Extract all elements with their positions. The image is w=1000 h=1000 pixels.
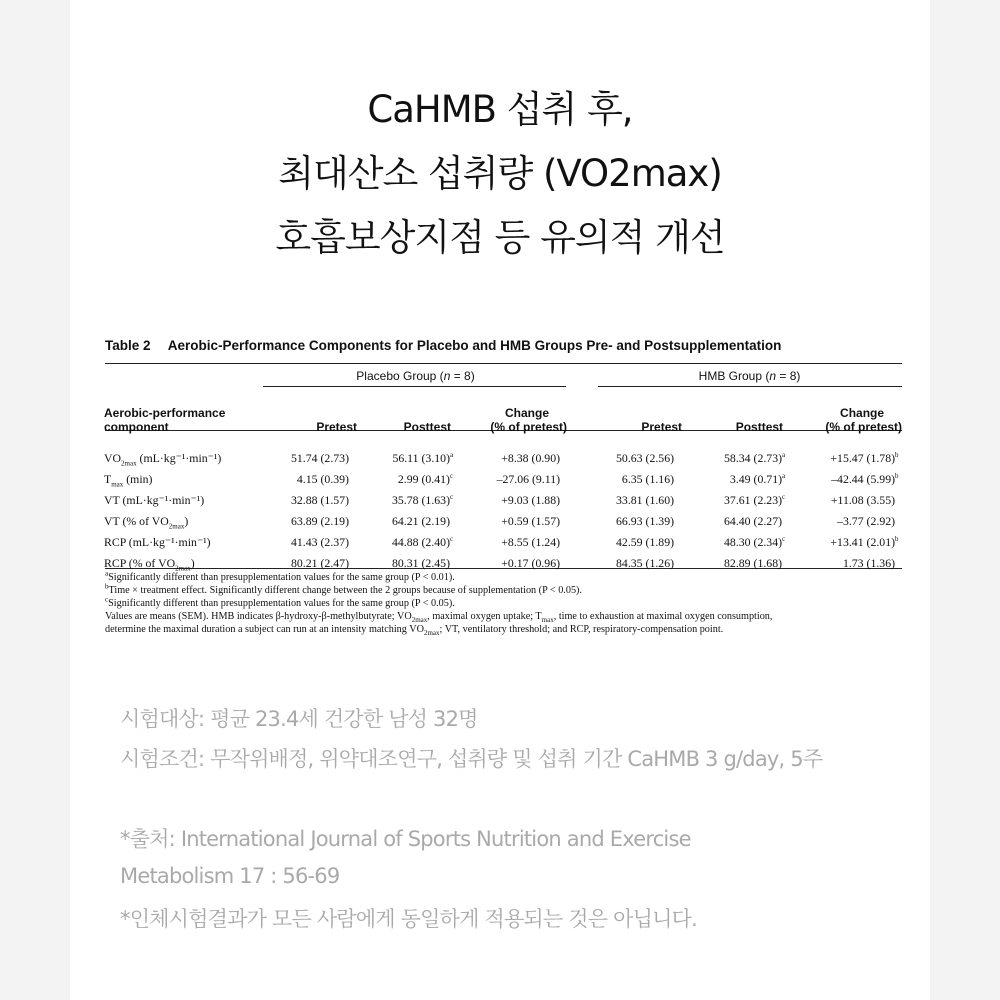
placebo-change-cell: +0.59 (1.57) (501, 514, 561, 528)
source-line-2: Metabolism 17 : 56-69 (120, 864, 340, 888)
footnote-values-line-1: Values are means (SEM). HMB indicates β-hydroxy-β-methylbutyrate; $VO_{2max}$, maximal oxygen uptake; $T_{max}$, time to exhaustion at maximal oxygen consumption, (105, 611, 773, 625)
hmb-posttest-cell: 82.89 (1.68) (724, 556, 783, 570)
hmb-posttest-cell: 37.61 $(2.23)^c$ (724, 493, 786, 507)
table-row (104, 440, 902, 469)
table-body (104, 440, 902, 574)
hmb-change-header: Change (% of pretest) (825, 406, 903, 434)
hmb-change-cell: –3.77 (2.92) (837, 514, 896, 528)
row-label: VT (% of $VO_{2max}$) (104, 514, 189, 531)
placebo-change-cell: +0.17 (0.96) (501, 556, 561, 570)
row-label: $VO_{2max}$ (mL·kg⁻¹·min⁻¹) (104, 451, 222, 468)
placebo-pretest-cell: 80.21 (2.47) (291, 556, 349, 570)
column-header-row (104, 386, 902, 440)
study-subjects: 시험대상: 평균 23.4세 건강한 남성 32명 (120, 707, 478, 731)
aerobic-performance-table (104, 366, 902, 574)
hmb-pretest-cell: 42.59 (1.89) (616, 535, 675, 549)
placebo-posttest-cell: 35.78 $(1.63)^c$ (392, 493, 454, 507)
row-label: VT (mL·kg⁻¹·min⁻¹) (104, 493, 205, 507)
hmb-pretest-cell: 50.63 (2.56) (616, 451, 675, 465)
content-card (70, 0, 930, 1000)
table-footnotes (105, 571, 905, 636)
disclaimer: *인체시험결과가 모든 사람에게 동일하게 적용되는 것은 아닙니다. (120, 907, 697, 931)
footnote-b: $^b$Time × treatment effect. Significantly different change between the 2 groups because of supplementation (P < 0.05). (105, 582, 582, 596)
row-label: $T_{max}$ (min) (104, 472, 153, 489)
hmb-change-cell: 1.73 (1.36) (842, 556, 896, 570)
placebo-change-cell: +9.03 (1.88) (501, 493, 561, 507)
footnote-values-line-2: determine the maximal duration a subject can run at an intensity matching $VO_{2max}$; VT, ventilatory threshold; and RCP, respiratory-compensation point. (105, 624, 724, 638)
placebo-change-header: Change (% of pretest) (490, 406, 568, 434)
table-caption: Aerobic-Performance Components for Placebo and HMB Groups Pre- and Postsupplementation (167, 338, 782, 353)
placebo-pretest-cell: 32.88 (1.57) (291, 493, 349, 507)
hmb-posttest-cell: 3.49 $(0.71)^a$ (729, 472, 786, 486)
placebo-pretest-cell: 41.43 (2.37) (291, 535, 349, 549)
placebo-group-header: Placebo Group (n = 8) (356, 369, 475, 383)
hmb-change-cell: +11.08 (3.55) (830, 493, 896, 507)
hmb-pretest-cell: 6.35 (1.16) (621, 472, 675, 486)
placebo-change-cell: –27.06 (9.11) (496, 472, 561, 486)
footnote-a: $^a$Significantly different than presupplementation values for the same group (P < 0.01). (105, 569, 455, 583)
headline-line-3: 호흡보상지점 등 유의적 개선 (275, 216, 725, 259)
table-row (104, 490, 902, 511)
placebo-change-cell: +8.38 (0.90) (501, 451, 561, 465)
table-row (104, 532, 902, 553)
placebo-posttest-cell: 64.21 (2.19) (392, 514, 450, 528)
hmb-pretest-cell: 66.93 (1.39) (616, 514, 675, 528)
placebo-change-cell: +8.55 (1.24) (501, 535, 561, 549)
table-row (104, 511, 902, 532)
hmb-group-header: HMB Group (n = 8) (698, 369, 801, 383)
headline (70, 78, 930, 270)
hmb-posttest-cell: 48.30 $(2.34)^c$ (724, 535, 786, 549)
source-line-1: *출처: International Journal of Sports Nutrition and Exercise (120, 827, 691, 851)
hmb-change-cell: +13.41 $(2.01)^b$ (830, 535, 899, 549)
hmb-posttest-cell: 64.40 (2.27) (724, 514, 783, 528)
hmb-posttest-header: Posttest (735, 420, 784, 434)
table-row (104, 469, 902, 490)
table-title (105, 338, 905, 353)
hmb-change-cell: –42.44 $(5.99)^b$ (831, 472, 899, 486)
headline-line-1: CaHMB 섭취 후, (367, 88, 633, 131)
hmb-change-cell: +15.47 $(1.78)^b$ (830, 451, 899, 465)
table-top-rule (105, 363, 902, 364)
placebo-posttest-header: Posttest (403, 420, 451, 434)
hmb-pretest-cell: 84.35 (1.26) (616, 556, 675, 570)
hmb-posttest-cell: 58.34 $(2.73)^a$ (724, 451, 786, 465)
headline-line-2: 최대산소 섭취량 (VO2max) (278, 152, 722, 195)
placebo-pretest-cell: 63.89 (2.19) (291, 514, 349, 528)
footnote-c: $^c$Significantly different than presupplementation values for the same group (P < 0.05). (105, 595, 455, 609)
hmb-pretest-header: Pretest (641, 420, 683, 434)
group-header-row (104, 366, 902, 386)
placebo-posttest-cell: 56.11 $(3.10)^a$ (392, 451, 454, 465)
study-conditions: 시험조건: 무작위배정, 위약대조연구, 섭취량 및 섭취 기간 CaHMB 3 g/day, 5주 (120, 747, 823, 771)
hmb-pretest-cell: 33.81 (1.60) (616, 493, 675, 507)
placebo-posttest-cell: 80.31 (2.45) (392, 556, 450, 570)
placebo-posttest-cell: 2.99 $(0.41)^c$ (397, 472, 454, 486)
row-label: RCP (mL·kg⁻¹·min⁻¹) (104, 535, 211, 549)
placebo-pretest-cell: 4.15 (0.39) (296, 472, 349, 486)
placebo-pretest-header: Pretest (316, 420, 357, 434)
placebo-pretest-cell: 51.74 (2.73) (291, 451, 349, 465)
placebo-posttest-cell: 44.88 $(2.40)^c$ (392, 535, 454, 549)
table-number: Table 2 (105, 338, 151, 353)
component-header: Aerobic-performance component (104, 406, 226, 434)
row-label: RCP (% of $VO_{2max}$) (104, 556, 195, 573)
